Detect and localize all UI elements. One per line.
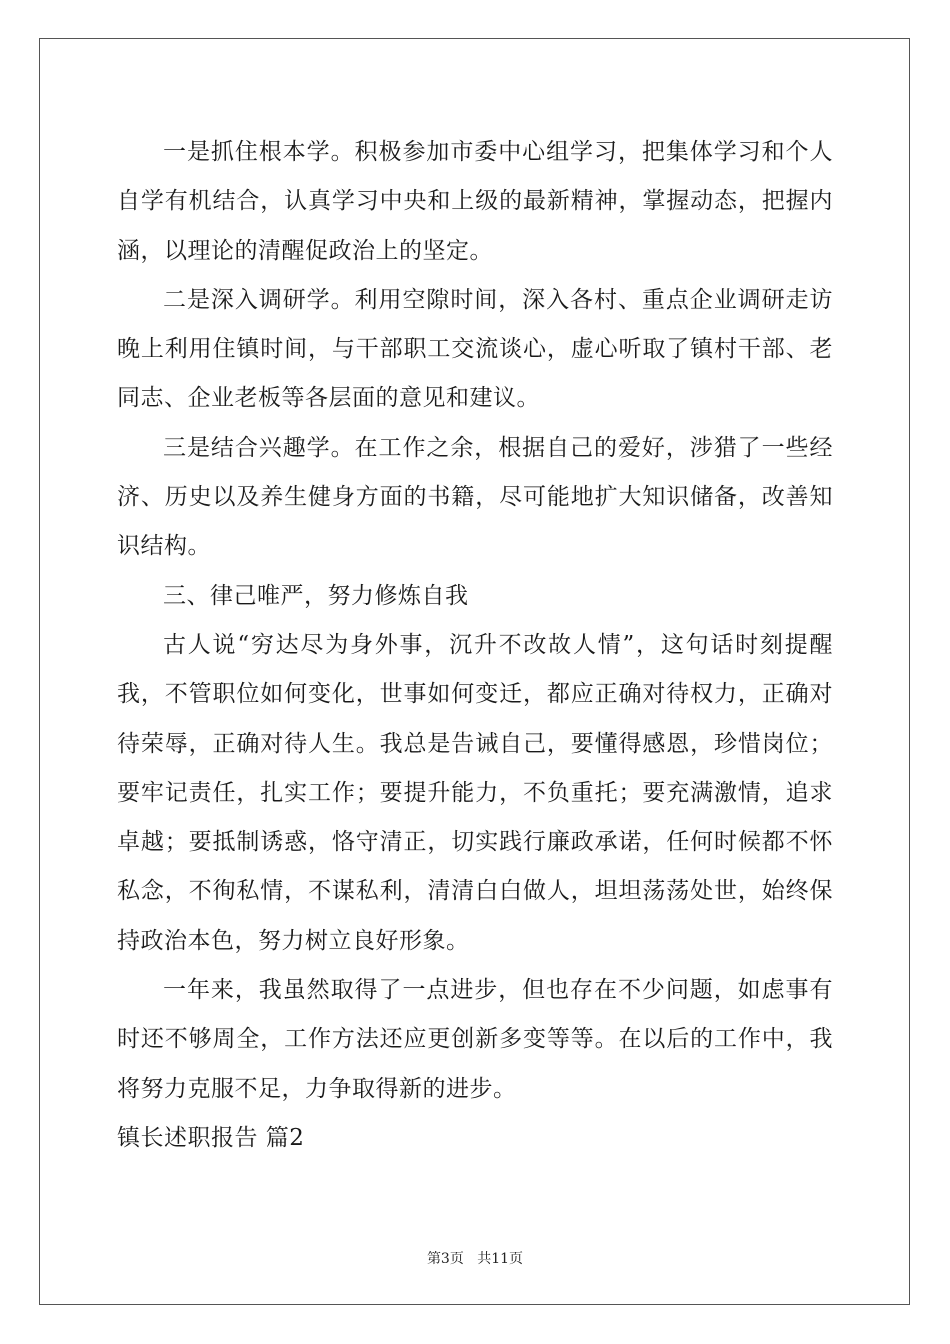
page-footer [0, 1248, 950, 1268]
paragraph-study-fundamentals: 一是抓住根本学。积极参加市委中心组学习，把集体学习和个人自学有机结合，认真学习中央和上级的最新精神，掌握动态，把握内涵，以理论的清醒促政治上的坚定。 [117, 139, 833, 264]
paragraph-study-interest: 三是结合兴趣学。在工作之余，根据自己的爱好，涉猎了一些经济、历史以及养生健身方面的书籍，尽可能地扩大知识储备，改善知识结构。 [117, 434, 833, 560]
document-body [117, 128, 833, 1163]
paragraph-study-research: 二是深入调研学。利用空隙时间，深入各村、重点企业调研走访晚上利用住镇时间，与干部职工交流谈心，虚心听取了镇村干部、老同志、企业老板等各层面的意见和建议。 [117, 286, 833, 412]
section-heading-self-discipline: 三、律己唯严，努力修炼自我 [163, 582, 469, 609]
paragraph-summary: 一年来，我虽然取得了一点进步，但也存在不少问题，如虑事有时还不够周全，工作方法还应更创新多变等等。在以后的工作中，我将努力克服不足，力争取得新的进步。 [117, 977, 833, 1102]
page-total: 共11页 [477, 1251, 524, 1267]
paragraph-self-discipline: 古人说“穷达尽为身外事，沉升不改故人情”，这句话时刻提醒我，不管职位如何变化，世事如何变迁，都应正确对待权力，正确对待荣辱，正确对待人生。我总是告诫自己，要懂得感恩，珍惜岗位；要牢记责任，扎实工作；要提升能力，不负重托；要充满激情，追求卓越；要抵制诱惑，恪守清正，切实践行廉政承诺，任何时候都不怀私念，不徇私情，不谋私利，清清白白做人，坦坦荡荡处世，始终保持政治本色，努力树立良好形象。 [117, 631, 833, 954]
report-title: 镇长述职报告 篇2 [117, 1124, 305, 1151]
page-number: 第3页 [426, 1251, 464, 1267]
